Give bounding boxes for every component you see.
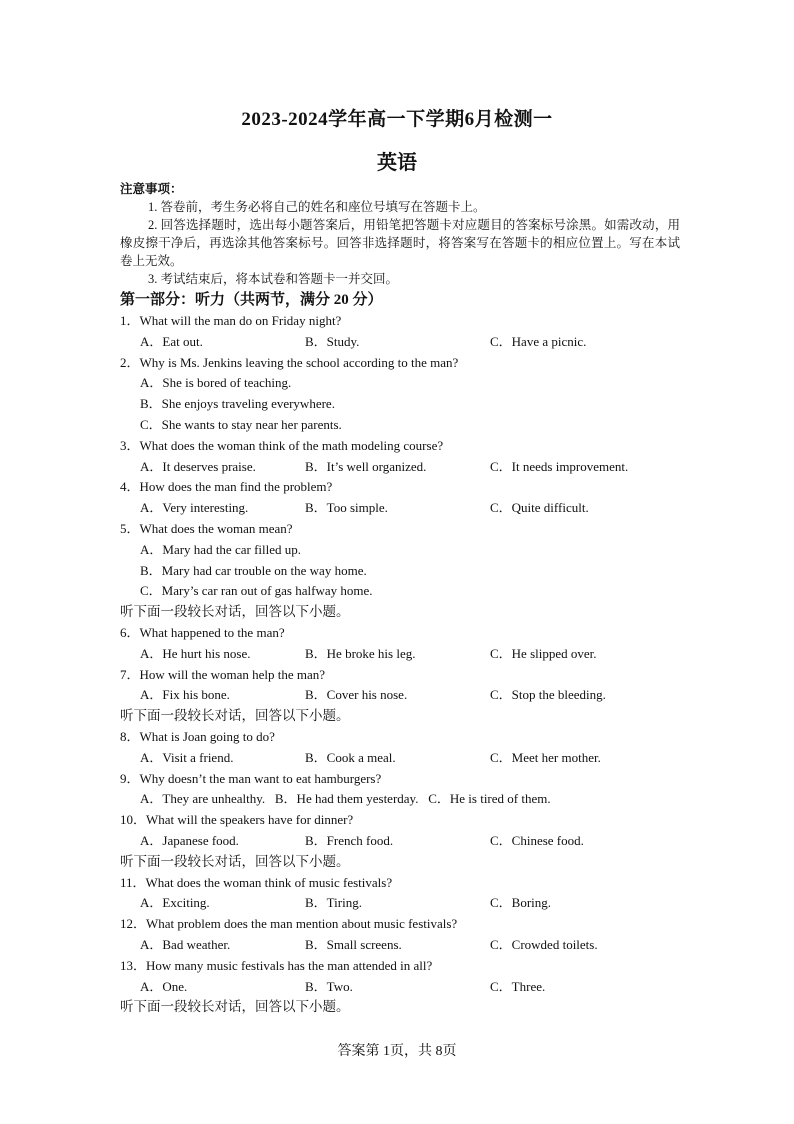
question-text: 11．What does the woman think of music festivals?: [120, 874, 393, 890]
section-instruction: 听下面一段较长对话，回答以下小题。: [120, 708, 350, 724]
notice-heading: 注意事项：: [120, 182, 183, 196]
options-row: [120, 893, 700, 914]
option-c: C．Have a picnic.: [490, 333, 587, 349]
option-c: C．Boring.: [490, 895, 552, 911]
option-c: C．She wants to stay near her parents.: [140, 416, 342, 432]
option-c: C．It needs improvement.: [490, 458, 629, 474]
option-b: B．Tiring.: [305, 895, 362, 911]
option-a: A．They are unhealthy.: [140, 791, 266, 807]
notice-item: 3. 考试结束后，将本试卷和答题卡一并交回。: [148, 272, 399, 286]
options-row: [120, 977, 700, 998]
option-b: B．He had them yesterday.: [274, 791, 419, 807]
option-b: B．Mary had car trouble on the way home.: [140, 562, 367, 578]
option-b: B．French food.: [305, 832, 394, 848]
option-c: C．Stop the bleeding.: [490, 687, 606, 703]
options-row: [120, 332, 700, 353]
section-instruction: 听下面一段较长对话，回答以下小题。: [120, 999, 350, 1015]
options-row: [120, 789, 700, 810]
option-a: A．She is bored of teaching.: [140, 375, 292, 391]
options-row: [120, 498, 700, 519]
option-b: B．Study.: [305, 333, 360, 349]
option-b: B．It’s well organized.: [305, 458, 427, 474]
option-c: C．He slipped over.: [490, 645, 597, 661]
part-heading: 第一部分：听力（共两节，满分 20 分）: [120, 292, 383, 308]
option-b: B．Small screens.: [305, 936, 402, 952]
option-c: C．Chinese food.: [490, 832, 584, 848]
option-a: A．Eat out.: [140, 333, 203, 349]
option-c: C．He is tired of them.: [428, 791, 551, 807]
question-list: [120, 311, 700, 1018]
option-c: C．Crowded toilets.: [490, 936, 598, 952]
option-a: A．Mary had the car filled up.: [140, 541, 302, 557]
options-row: [120, 457, 700, 478]
option-c: C．Meet her mother.: [490, 749, 601, 765]
option-a: A．Fix his bone.: [140, 687, 230, 703]
page-title: 2023-2024学年高一下学期6月检测一: [241, 109, 553, 130]
option-a: A．One.: [140, 978, 188, 994]
question-text: 3．What does the woman think of the math modeling course?: [120, 437, 444, 453]
question-text: 8．What is Joan going to do?: [120, 728, 275, 744]
option-c: C．Quite difficult.: [490, 500, 589, 516]
option-c: C．Mary’s car ran out of gas halfway home.: [140, 583, 373, 599]
option-a: A．Bad weather.: [140, 936, 231, 952]
option-a: A．It deserves praise.: [140, 458, 256, 474]
option-b: B．Cook a meal.: [305, 749, 396, 765]
subject-title: 英语: [377, 152, 417, 174]
options-row: [120, 685, 700, 706]
question-text: 7．How will the woman help the man?: [120, 666, 326, 682]
option-b: B．Cover his nose.: [305, 687, 408, 703]
question-text: 2．Why is Ms. Jenkins leaving the school according to the man?: [120, 354, 459, 370]
question-text: 13．How many music festivals has the man attended in all?: [120, 957, 433, 973]
section-instruction: 听下面一段较长对话，回答以下小题。: [120, 853, 350, 869]
notice-item: 1. 答卷前，考生务必将自己的姓名和座位号填写在答题卡上。: [148, 200, 486, 214]
option-a: A．Japanese food.: [140, 832, 239, 848]
option-b: B．She enjoys traveling everywhere.: [140, 396, 335, 412]
option-a: A．Very interesting.: [140, 500, 249, 516]
options-row: [120, 831, 700, 852]
options-row: [120, 748, 700, 769]
option-b: B．Two.: [305, 978, 353, 994]
option-c: C．Three.: [490, 978, 546, 994]
question-text: 6．What happened to the man?: [120, 624, 285, 640]
question-text: 1．What will the man do on Friday night?: [120, 313, 342, 328]
options-row: [120, 935, 700, 956]
question-text: 9．Why doesn’t the man want to eat hamburgers?: [120, 770, 382, 786]
options-row: [120, 644, 700, 665]
option-a: A．He hurt his nose.: [140, 645, 251, 661]
question-text: 4．How does the man find the problem?: [120, 479, 333, 495]
notice-item: 2. 回答选择题时，选出每小题答案后，用铅笔把答题卡对应题目的答案标号涂黑。如需改动，用橡皮擦干净后，再选涂其他答案标号。回答非选择题时，将答案写在答题卡的相应位置上。写在本试卷上无效。: [120, 218, 680, 268]
question-text: 5．What does the woman mean?: [120, 520, 293, 536]
option-a: A．Visit a friend.: [140, 749, 234, 765]
section-instruction: 听下面一段较长对话，回答以下小题。: [120, 604, 350, 620]
notice-section: [120, 180, 680, 288]
question-text: 10．What will the speakers have for dinner?: [120, 812, 354, 828]
option-b: B．Too simple.: [305, 500, 388, 516]
question-text: 12．What problem does the man mention about music festivals?: [120, 916, 458, 932]
option-b: B．He broke his leg.: [305, 645, 416, 661]
option-a: A．Exciting.: [140, 895, 210, 911]
page-footer: 答案第 1页，共 8页: [337, 1044, 457, 1059]
